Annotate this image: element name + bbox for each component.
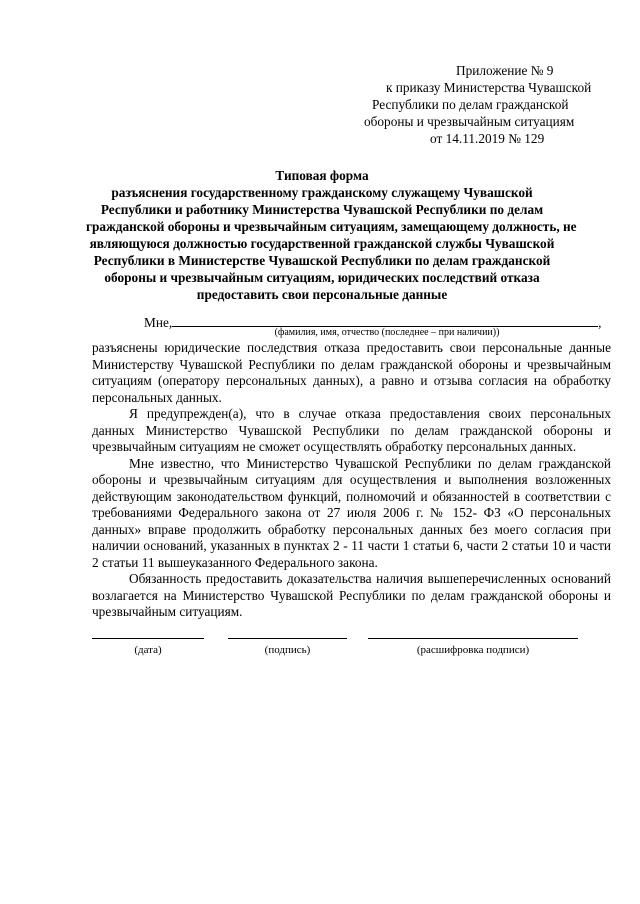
signature-line[interactable]: [228, 638, 347, 640]
signature-decode-label: (расшифровка подписи): [416, 644, 530, 656]
signature-label: (подпись): [264, 644, 311, 656]
appendix-line-1: Приложение № 9: [456, 63, 554, 78]
title-line-4: гражданской обороны и чрезвычайным ситуациям, замещающему должность, не: [86, 219, 577, 234]
paragraph-3: Мне известно, что Министерство Чувашской Республики по делам гражданской обороны и чрезвычайным ситуациям для осуществления и выполнения возложенных действующим законодательством функций, полномочий и обязанностей в соответствии с требованиями Федерального закона от 27 июля 2006 г. № 152- ФЗ «О персональных данных» вправе продолжить обработку персональных данных без моего согласия при наличии оснований, указанных в пунктах 2 - 11 части 1 статьи 6, части 2 статьи 10 и части 2 статьи 11 вышеуказанного Федерального закона.: [92, 455, 611, 570]
appendix-line-2: к приказу Министерства Чувашской: [386, 80, 592, 95]
signature-decode-line[interactable]: [368, 638, 578, 640]
appendix-line-3: Республики по делам гражданской: [372, 97, 569, 112]
me-label: Мне,: [144, 315, 173, 330]
paragraph-1: разъяснены юридические последствия отказа предоставить свои персональные данные Министерству Чувашской Республики по делам гражданской обороны и чрезвычайным ситуациям (оператору персональных данных), а равно и отзыва согласия на обработку персональных данных.: [92, 340, 611, 405]
title-line-2: разъяснения государственному гражданскому служащему Чувашской: [111, 185, 533, 200]
paragraph-4: Обязанность предоставить доказательства наличия вышеперечисленных оснований возлагается на Министерство Чувашской Республики по делам гражданской обороны и чрезвычайным ситуациям.: [92, 571, 611, 619]
title-line-3: Республики и работнику Министерства Чувашской Республики по делам: [100, 202, 544, 217]
document-title: [86, 167, 577, 303]
title-line-7: обороны и чрезвычайным ситуациям, юридических последствий отказа: [104, 270, 540, 285]
paragraph-2: Я предупрежден(а), что в случае отказа предоставления своих персональных данных Министерство Чувашской Республики по делам гражданской обороны и чрезвычайным ситуациям не сможет осуществлять обработку персональных данных.: [92, 406, 611, 454]
name-field[interactable]: [172, 313, 598, 327]
name-field-row: Мне, ,: [144, 315, 602, 330]
date-line[interactable]: [92, 638, 204, 640]
appendix-line-5: от 14.11.2019 № 129: [430, 131, 545, 146]
appendix-header: [330, 62, 600, 147]
body-text: [92, 340, 611, 621]
title-line-1: Типовая форма: [275, 168, 369, 183]
title-line-5: являющуюся должностью государственной гражданской службы Чувашской: [89, 236, 555, 251]
date-label: (дата): [134, 644, 162, 656]
title-line-8: предоставить свои персональные данные: [196, 287, 448, 302]
title-line-6: Республики в Министерстве Чувашской Республики по делам гражданской: [93, 253, 551, 268]
name-hint: (фамилия, имя, отчество (последнее – при наличии)): [274, 327, 500, 338]
appendix-line-4: обороны и чрезвычайным ситуациям: [364, 114, 575, 129]
